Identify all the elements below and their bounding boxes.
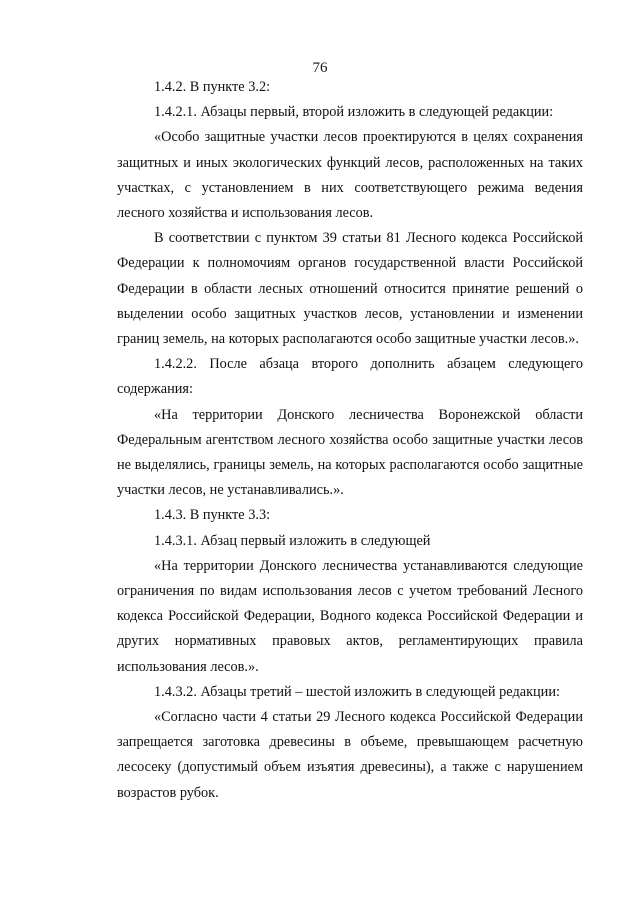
paragraph-8: 1.4.3.1. Абзац первый изложить в следующей — [154, 532, 431, 549]
document-body — [117, 75, 583, 806]
paragraph-4: В соответствии с пунктом 39 статьи 81 Лесного кодекса Российской Федерации к полномочиям органов государственной власти Российской Федерации в области лесных отношений относится принятие решений о выделении особо защитных участков лесов, установлении и изменении границ земель, на которых располагаются особо защитные участки лесов.». — [117, 230, 583, 348]
paragraph-1: 1.4.2. В пункте 3.2: — [154, 79, 271, 95]
paragraph-6: «На территории Донского лесничества Воронежской области Федеральным агентством лесного хозяйства особо защитные участки лесов не выделялись, границы земель, на которых располагаются особо защитные участки лесов, не устанавливались.». — [117, 406, 583, 499]
paragraph-10: 1.4.3.2. Абзацы третий – шестой изложить в следующей редакции: — [154, 683, 560, 700]
paragraph-5: 1.4.2.2. После абзаца второго дополнить абзацем следующего содержания: — [117, 356, 583, 398]
paragraph-2: 1.4.2.1. Абзацы первый, второй изложить в следующей редакции: — [154, 104, 554, 121]
page-number: 76 — [312, 60, 328, 76]
paragraph-3: «Особо защитные участки лесов проектируются в целях сохранения защитных и иных экологических функций лесов, расположенных на таких участках, с установлением в них соответствующего режима ведения лесного хозяйства и использования лесов. — [117, 129, 583, 222]
paragraph-7: 1.4.3. В пункте 3.3: — [154, 507, 271, 524]
paragraph-9: «На территории Донского лесничества устанавливаются следующие ограничения по видам использования лесов с учетом требований Лесного кодекса Российской Федерации, Водного кодекса Российской Федерации и других нормативных правовых актов, регламентирующих правила использования лесов.». — [117, 557, 583, 675]
paragraph-11: «Согласно части 4 статьи 29 Лесного кодекса Российской Федерации запрещается заготовка древесины в объеме, превышающем расчетную лесосеку (допустимый объем изъятия древесины), а также с нарушением возрастов рубок. — [117, 709, 583, 801]
